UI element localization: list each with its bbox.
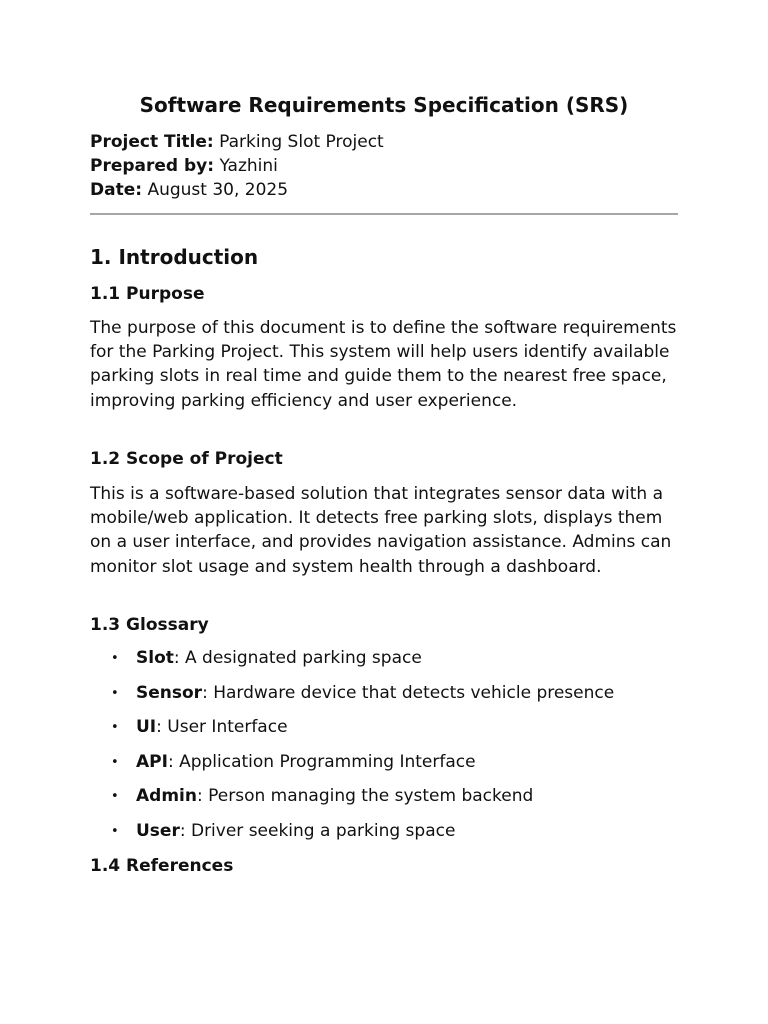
bullet-icon: •: [111, 789, 119, 805]
bullet-icon: •: [111, 685, 119, 701]
glossary-term: Slot: [136, 648, 174, 668]
bullet-icon: •: [111, 823, 119, 839]
bullet-icon: •: [111, 651, 119, 666]
glossary-term: Sensor: [136, 682, 203, 703]
glossary-term: API: [136, 751, 168, 772]
date-label: Date:: [90, 180, 143, 200]
glossary-term: Admin: [136, 786, 197, 807]
glossary-definition: : Application Programming Interface: [167, 751, 476, 772]
glossary-item: [90, 819, 678, 854]
glossary-item: [90, 646, 678, 681]
glossary-heading: 1.3 Glossary: [90, 615, 209, 635]
glossary-item: [90, 715, 678, 750]
glossary-definition: : Hardware device that detects vehicle presence: [202, 682, 615, 703]
purpose-heading: 1.1 Purpose: [90, 284, 205, 304]
prepared-by-line: [90, 155, 278, 177]
glossary-term: User: [136, 820, 180, 841]
date-value: August 30, 2025: [147, 180, 289, 200]
glossary-item: [90, 750, 678, 785]
project-title-value: Parking Slot Project: [219, 132, 384, 152]
glossary-definition: : A designated parking space: [173, 648, 422, 668]
glossary-definition: : User Interface: [156, 717, 288, 738]
glossary-definition: : Person managing the system backend: [196, 786, 534, 807]
glossary-term: UI: [136, 717, 157, 738]
prepared-by-value: Yazhini: [219, 156, 278, 176]
date-line: [90, 179, 288, 201]
purpose-paragraph: The purpose of this document is to define the software requirements for the Parking Project. This system will help users identify available parking slots in real time and guide them to the nearest free space, improving parking efficiency and user experience.: [90, 318, 677, 411]
glossary-list: [90, 646, 678, 854]
prepared-by-label: Prepared by:: [90, 156, 215, 176]
project-title-label: Project Title:: [90, 132, 214, 152]
introduction-heading: 1. Introduction: [90, 245, 259, 269]
references-heading: 1.4 References: [90, 856, 234, 876]
glossary-definition: : Driver seeking a parking space: [179, 820, 456, 841]
scope-heading: 1.2 Scope of Project: [90, 449, 283, 469]
document-title: Software Requirements Specification (SRS): [139, 93, 629, 117]
project-title-line: [90, 131, 384, 153]
bullet-icon: •: [111, 720, 119, 736]
scope-paragraph: This is a software-based solution that integrates sensor data with a mobile/web application. It detects free parking slots, displays them on a user interface, and provides navigation assistance. Admins can monitor slot usage and system health through a dashboard.: [90, 484, 672, 577]
glossary-item: [90, 784, 678, 819]
bullet-icon: •: [111, 754, 119, 770]
glossary-item: [90, 681, 678, 716]
horizontal-divider: [90, 213, 678, 215]
